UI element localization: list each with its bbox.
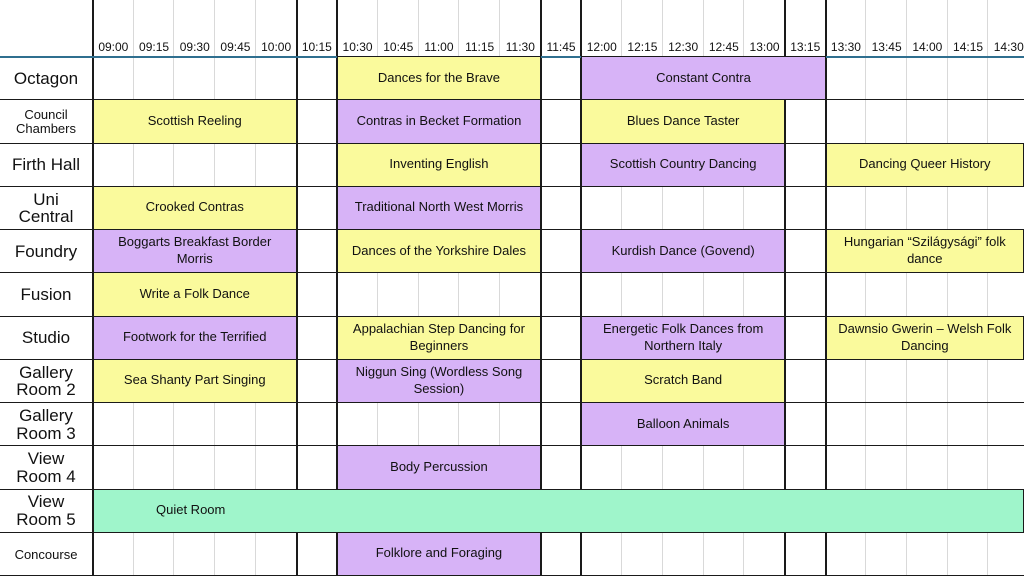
event-block[interactable] xyxy=(581,99,785,143)
room-name: Foundry xyxy=(14,241,78,261)
event-block[interactable] xyxy=(581,229,785,273)
event-title: Inventing English xyxy=(389,156,489,172)
event-title: Balloon Animals xyxy=(636,415,730,431)
event-block[interactable] xyxy=(93,489,1024,533)
room-name: Gallery Room 3 xyxy=(16,405,76,443)
event-title: Footwork for the Terrified xyxy=(122,329,267,345)
room-label xyxy=(0,100,92,143)
room-name: Council Chambers xyxy=(16,107,76,136)
event-title: Crooked Contras xyxy=(145,199,244,215)
room-name: Octagon xyxy=(13,68,79,88)
event-block[interactable] xyxy=(337,532,541,576)
event-block[interactable] xyxy=(337,229,541,273)
room-label xyxy=(0,533,92,576)
event-block[interactable] xyxy=(93,316,297,360)
time-slot-label: 10:15 xyxy=(301,40,332,54)
event-block[interactable] xyxy=(337,186,541,230)
event-block[interactable] xyxy=(93,186,297,230)
event-block[interactable] xyxy=(581,402,785,446)
event-title: Dawnsio Gwerin – Welsh Folk Dancing xyxy=(838,320,1012,353)
event-block[interactable] xyxy=(337,143,541,187)
event-block[interactable] xyxy=(93,272,297,316)
event-title: Blues Dance Taster xyxy=(626,112,740,128)
event-title: Body Percussion xyxy=(390,458,488,474)
time-slot-label: 11:30 xyxy=(505,40,535,54)
event-title: Dancing Queer History xyxy=(859,156,991,172)
room-label xyxy=(0,57,92,100)
event-title: Dances of the Yorkshire Dales xyxy=(351,242,527,258)
time-slot-label: 11:00 xyxy=(424,40,454,54)
event-block[interactable] xyxy=(581,56,825,100)
room-label xyxy=(0,273,92,316)
event-title: Quiet Room xyxy=(156,502,226,518)
time-slot-label: 09:00 xyxy=(98,40,129,54)
event-title: Write a Folk Dance xyxy=(139,285,250,301)
room-name: Studio xyxy=(21,328,71,348)
room-name: Fusion xyxy=(20,284,72,304)
time-slot-label: 12:00 xyxy=(586,40,617,54)
time-slot-label: 09:15 xyxy=(139,40,170,54)
room-name: Firth Hall xyxy=(11,155,80,175)
event-title: Dances for the Brave xyxy=(377,69,500,85)
event-title: Scottish Country Dancing xyxy=(609,156,757,172)
event-title: Energetic Folk Dances from Northern Italy xyxy=(602,320,764,353)
time-slot-label: 13:00 xyxy=(749,40,780,54)
time-slot-label: 09:45 xyxy=(220,40,251,54)
event-block[interactable] xyxy=(337,445,541,489)
time-slot-label: 11:15 xyxy=(465,40,495,54)
time-slot-label: 09:30 xyxy=(179,40,210,54)
room-label xyxy=(0,317,92,360)
time-slot-label: 12:45 xyxy=(708,40,739,54)
room-label xyxy=(0,403,92,446)
time-slot-label: 14:00 xyxy=(912,40,943,54)
event-block[interactable] xyxy=(826,229,1024,273)
room-name: Uni Central xyxy=(18,189,74,227)
time-slot-label: 10:30 xyxy=(342,40,373,54)
time-slot-label: 13:45 xyxy=(871,40,902,54)
time-slot-label: 12:15 xyxy=(627,40,658,54)
event-title: Scratch Band xyxy=(644,372,723,388)
room-label xyxy=(0,446,92,489)
room-name: Gallery Room 2 xyxy=(16,362,76,400)
time-slot-label: 11:45 xyxy=(546,40,576,54)
event-title: Kurdish Dance (Govend) xyxy=(611,242,755,258)
room-label xyxy=(0,230,92,273)
time-slot-label: 14:30 xyxy=(993,40,1024,54)
event-block[interactable] xyxy=(581,143,785,187)
event-title: Sea Shanty Part Singing xyxy=(123,372,266,388)
time-slot-label: 12:30 xyxy=(668,40,699,54)
event-title: Scottish Reeling xyxy=(147,112,242,128)
time-slot-label: 13:30 xyxy=(830,40,861,54)
room-label xyxy=(0,187,92,230)
event-title: Hungarian “Szilágysági” folk dance xyxy=(843,234,1006,267)
event-title: Folklore and Foraging xyxy=(375,545,503,561)
event-block[interactable] xyxy=(93,229,297,273)
event-title: Appalachian Step Dancing for Beginners xyxy=(352,320,525,353)
event-block[interactable] xyxy=(337,316,541,360)
room-label xyxy=(0,490,92,533)
time-slot-label: 10:45 xyxy=(383,40,414,54)
event-title: Niggun Sing (Wordless Song Session) xyxy=(355,363,523,396)
room-name: Concourse xyxy=(14,546,78,562)
event-block[interactable] xyxy=(93,99,297,143)
event-title: Boggarts Breakfast Border Morris xyxy=(118,234,272,267)
event-block[interactable] xyxy=(337,56,541,100)
time-slot-label: 13:15 xyxy=(790,40,821,54)
event-block[interactable] xyxy=(93,359,297,403)
event-block[interactable] xyxy=(826,316,1024,360)
event-title: Contras in Becket Formation xyxy=(356,112,522,128)
time-slot-label: 14:15 xyxy=(953,40,984,54)
event-block[interactable] xyxy=(826,143,1024,187)
time-slot-label: 10:00 xyxy=(261,40,292,54)
room-name: View Room 4 xyxy=(16,449,76,486)
event-block[interactable] xyxy=(581,359,785,403)
event-block[interactable] xyxy=(337,99,541,143)
room-label xyxy=(0,360,92,403)
event-title: Constant Contra xyxy=(656,69,751,85)
event-block[interactable] xyxy=(337,359,541,403)
room-label xyxy=(0,144,92,187)
event-block[interactable] xyxy=(581,316,785,360)
room-name: View Room 5 xyxy=(16,492,76,530)
event-title: Traditional North West Morris xyxy=(354,199,524,215)
